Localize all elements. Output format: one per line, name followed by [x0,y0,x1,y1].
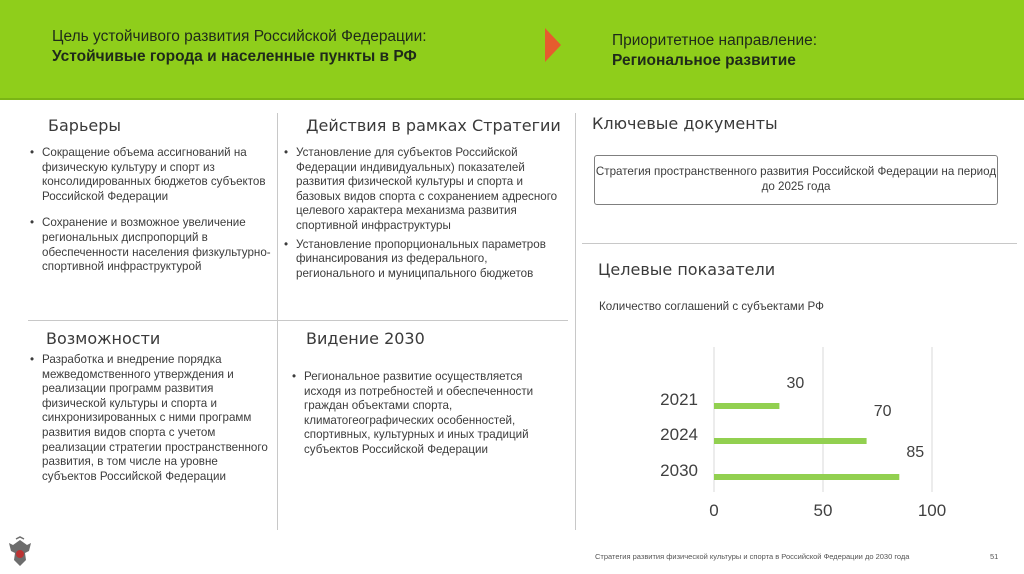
list-item: • Разработка и внедрение порядка межведомственного утверждения и реализации программ развития физической культуры и спорта и синхронизированных с ними программ развития видов спорта с учетом реализации стратегии пространственного развития, в том числе на уровне субъектов Российской Федерации [30,353,270,484]
bar [714,438,867,444]
footer-text: Стратегия развития физической культуры и спорта в Российской Федерации до 2030 года [595,552,910,561]
opportunities-list [30,353,270,496]
priority-line-2: Региональное развитие [612,52,796,69]
x-tick-label: 0 [709,501,719,520]
category-label: 2030 [660,461,698,480]
goal-line-1: Цель устойчивого развития Российской Федерации: [52,28,427,45]
goal-line-2: Устойчивые города и населенные пункты в РФ [52,48,417,65]
chart-title: Количество соглашений с субъектами РФ [599,300,824,313]
priority-line-1: Приоритетное направление: [612,32,818,49]
data-label: 30 [786,375,805,392]
documents-title: Ключевые документы [592,114,778,133]
category-label: 2021 [660,390,698,409]
divider-vertical-center [277,113,278,530]
bar [714,474,899,480]
opportunities-title: Возможности [46,329,161,348]
page-number: 51 [990,552,999,561]
goal-heading [52,27,532,67]
divider-horizontal-right [582,243,1017,244]
document-text: Стратегия пространственного развития Российской Федерации на период до 2025 года [595,165,997,193]
header-bar [0,0,1024,100]
x-tick-label: 50 [813,501,833,520]
vision-title: Видение 2030 [306,329,425,348]
list-item: • Сохранение и возможное увеличение региональных диспропорций в обеспеченности населения физкультурно-спортивной инфраструктурой [30,216,275,274]
barriers-title: Барьеры [48,116,121,135]
targets-title: Целевые показатели [598,260,776,279]
data-label: 85 [906,444,925,461]
list-item: • Региональное развитие осуществляется исходя из потребностей и обеспеченности граждан объектами спорта, климатогеографических особенностей, спортивных, культурных и иных традиций субъектов Российской Федерации [292,370,562,458]
chevron-right-icon [545,28,561,62]
divider-vertical-right [575,113,576,530]
data-label: 70 [873,403,892,420]
divider-horizontal-left [28,320,568,321]
priority-heading [612,31,992,71]
document-box [594,155,998,205]
category-label: 2024 [660,425,698,444]
actions-title: Действия в рамках Стратегии [306,116,561,135]
barriers-list [30,146,275,287]
bar [714,403,779,409]
list-item: • Установление пропорциональных параметров финансирования из федерального, регионального и муниципального бюджетов [284,238,569,282]
list-item: • Установление для субъектов Российской Федерации индивидуальных) показателей развития физической культуры и спорта и базовых видов спорта с сохранением адресного целевого характера механизма развития спортивной инфраструктуры [284,146,569,234]
vision-list [292,370,562,470]
coat-of-arms-icon [5,536,35,570]
actions-list [284,146,569,293]
x-tick-label: 100 [917,501,947,520]
list-item: • Сокращение объема ассигнований на физическую культуру и спорт из консолидированных бюджетов субъектов Российской Федерации [30,146,275,204]
